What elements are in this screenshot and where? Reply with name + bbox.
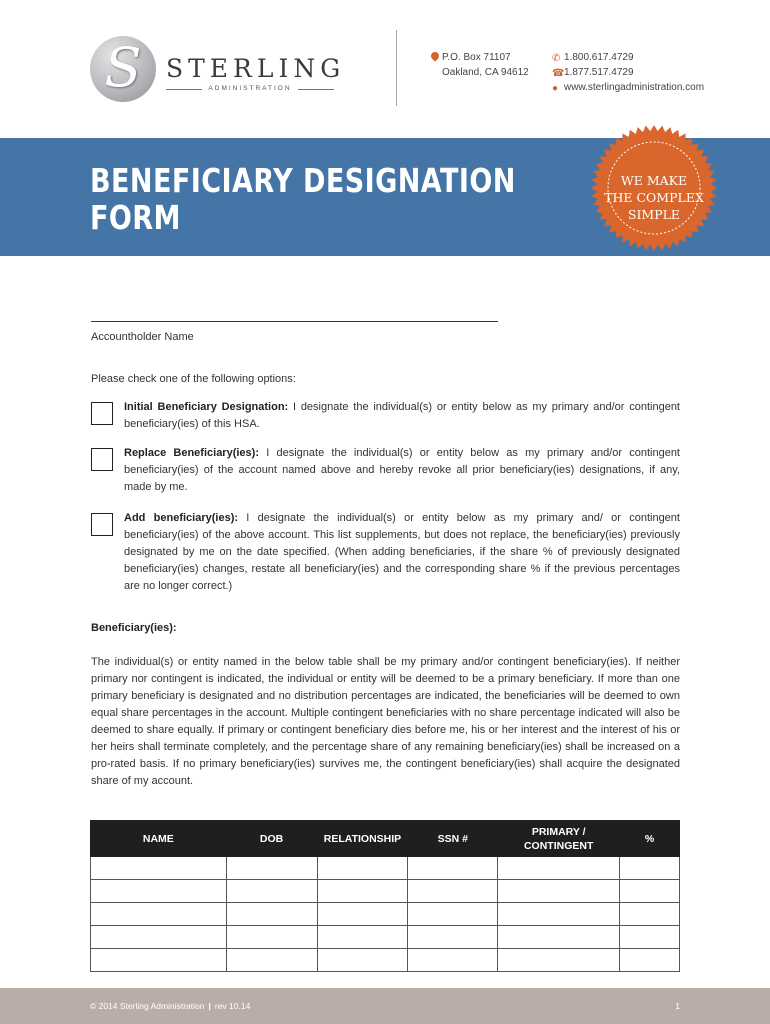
column-header-primary-contingent: PRIMARY / CONTINGENT [498,821,620,857]
relationship-cell[interactable] [317,926,408,949]
column-header-relationship: RELATIONSHIP [317,821,408,857]
fax-number: 1.877.517.4729 [564,67,634,78]
replace-beneficiary-option [124,445,680,496]
beneficiary-table [90,820,680,972]
name-cell[interactable] [91,903,227,926]
primary-contingent-cell[interactable] [498,949,620,972]
relationship-cell[interactable] [317,880,408,903]
primary-contingent-cell[interactable] [498,926,620,949]
globe-icon: ● [552,83,559,94]
copyright-text: © 2014 Sterling Administration [90,1001,205,1011]
ssn-cell[interactable] [408,857,498,880]
column-header-name: NAME [91,821,227,857]
relationship-cell[interactable] [317,903,408,926]
options-instructions: Please check one of the following options: [91,373,296,385]
page-title [90,162,516,236]
name-cell[interactable] [91,949,227,972]
name-cell[interactable] [91,857,227,880]
option-description: I designate the individual(s) or entity below as my primary and/ or contingent beneficiary(ies) of the above account. This list supplements, but does not replace, the beneficiary(ies) previously designated by me on the date specified. (When adding beneficiaries, if the share % of previously designated beneficiary(ies) changes, restate all beneficiary(ies) and the corresponding share % if the previous percentages are no longer correct.) [124,512,680,592]
dob-cell[interactable] [226,949,317,972]
percent-cell[interactable] [620,949,680,972]
logo-emblem [90,36,156,102]
address-line1: P.O. Box 71107 [442,52,511,63]
page-title-line2: FORM [90,198,181,237]
name-cell[interactable] [91,880,227,903]
phone-number: 1.800.617.4729 [564,52,634,63]
percent-cell[interactable] [620,903,680,926]
dob-cell[interactable] [226,926,317,949]
seal-text [590,172,718,223]
accountholder-name-field[interactable] [91,321,498,322]
table-row [91,949,680,972]
seal-line1: WE MAKE [620,173,688,188]
percent-cell[interactable] [620,880,680,903]
footer-separator: | [208,1001,211,1011]
add-beneficiary-checkbox[interactable] [91,513,113,536]
option-title: Initial Beneficiary Designation: [124,401,289,413]
column-header-ssn: SSN # [408,821,498,857]
ssn-cell[interactable] [408,949,498,972]
primary-contingent-cell[interactable] [498,880,620,903]
option-description: I designate the individual(s) or entity below as my primary and/or contingent beneficiary(ies) of the account named above and hereby revoke all prior beneficiary(ies) designations, if any, made by me. [124,447,680,493]
tagline-seal [590,124,718,252]
logo-letter: S [104,36,142,99]
contact-info [552,50,704,95]
table-row [91,857,680,880]
header-divider [396,30,397,106]
ssn-cell[interactable] [408,880,498,903]
primary-contingent-cell[interactable] [498,857,620,880]
website-link[interactable]: www.sterlingadministration.com [564,82,705,93]
address-line2: Oakland, CA 94612 [442,67,529,78]
relationship-cell[interactable] [317,949,408,972]
logo-subtitle: ADMINISTRATION [166,85,334,92]
option-title: Add beneficiary(ies): [124,512,239,524]
relationship-cell[interactable] [317,857,408,880]
percent-cell[interactable] [620,926,680,949]
page-number: 1 [675,1001,680,1011]
seal-line2: THE COMPLEX [604,190,704,205]
dob-cell[interactable] [226,903,317,926]
option-description: I designate the individual(s) or entity below as my primary and/or contingent beneficiary(ies) of this HSA. [124,401,680,430]
accountholder-name-label: Accountholder Name [91,331,194,343]
dob-cell[interactable] [226,857,317,880]
table-header-row [91,821,680,857]
option-title: Replace Beneficiary(ies): [124,447,259,459]
seal-line3: SIMPLE [627,207,681,222]
name-cell[interactable] [91,926,227,949]
revision-text: rev 10.14 [214,1001,251,1011]
page-footer [0,988,770,1024]
initial-designation-checkbox[interactable] [91,402,113,425]
beneficiaries-heading: Beneficiary(ies): [91,622,177,634]
beneficiaries-terms: The individual(s) or entity named in the below table shall be my primary and/or contingent beneficiary(ies). If neither primary nor contingent is indicated, the individual or entity will be deemed to be a primary beneficiary. If more than one primary beneficiary is designated and no distribution percentages are indicated, the beneficiaries will be deemed to own equal share percentages in the account. Multiple contingent beneficiaries with no share percentage indicated will also be deemed to share equally. If primary or contingent beneficiary dies before me, his or her interest and the interest of his or her heirs shall terminate completely, and the percentage share of any remaining beneficiary(ies) shall be increased on a pro-rated basis. If no primary beneficiary(ies) survives me, the contingent beneficiary(ies) shall acquire the designated share of my account. [91,656,680,787]
column-header-percent: % [620,821,680,857]
footer-copyright [90,1001,250,1011]
ssn-cell[interactable] [408,926,498,949]
logo-wordmark: STERLING [166,54,346,83]
table-row [91,903,680,926]
location-pin-icon [429,50,440,61]
ssn-cell[interactable] [408,903,498,926]
page-title-line1: BENEFICIARY DESIGNATION [90,161,516,200]
phone-icon: ✆ [552,53,561,64]
fax-icon: ☎ [552,68,565,79]
sterling-logo [90,36,346,106]
mailing-address [430,50,529,80]
column-header-dob: DOB [226,821,317,857]
dob-cell[interactable] [226,880,317,903]
initial-designation-option [124,399,680,433]
primary-contingent-cell[interactable] [498,903,620,926]
percent-cell[interactable] [620,857,680,880]
table-row [91,926,680,949]
replace-beneficiary-checkbox[interactable] [91,448,113,471]
table-row [91,880,680,903]
add-beneficiary-option [124,510,680,595]
